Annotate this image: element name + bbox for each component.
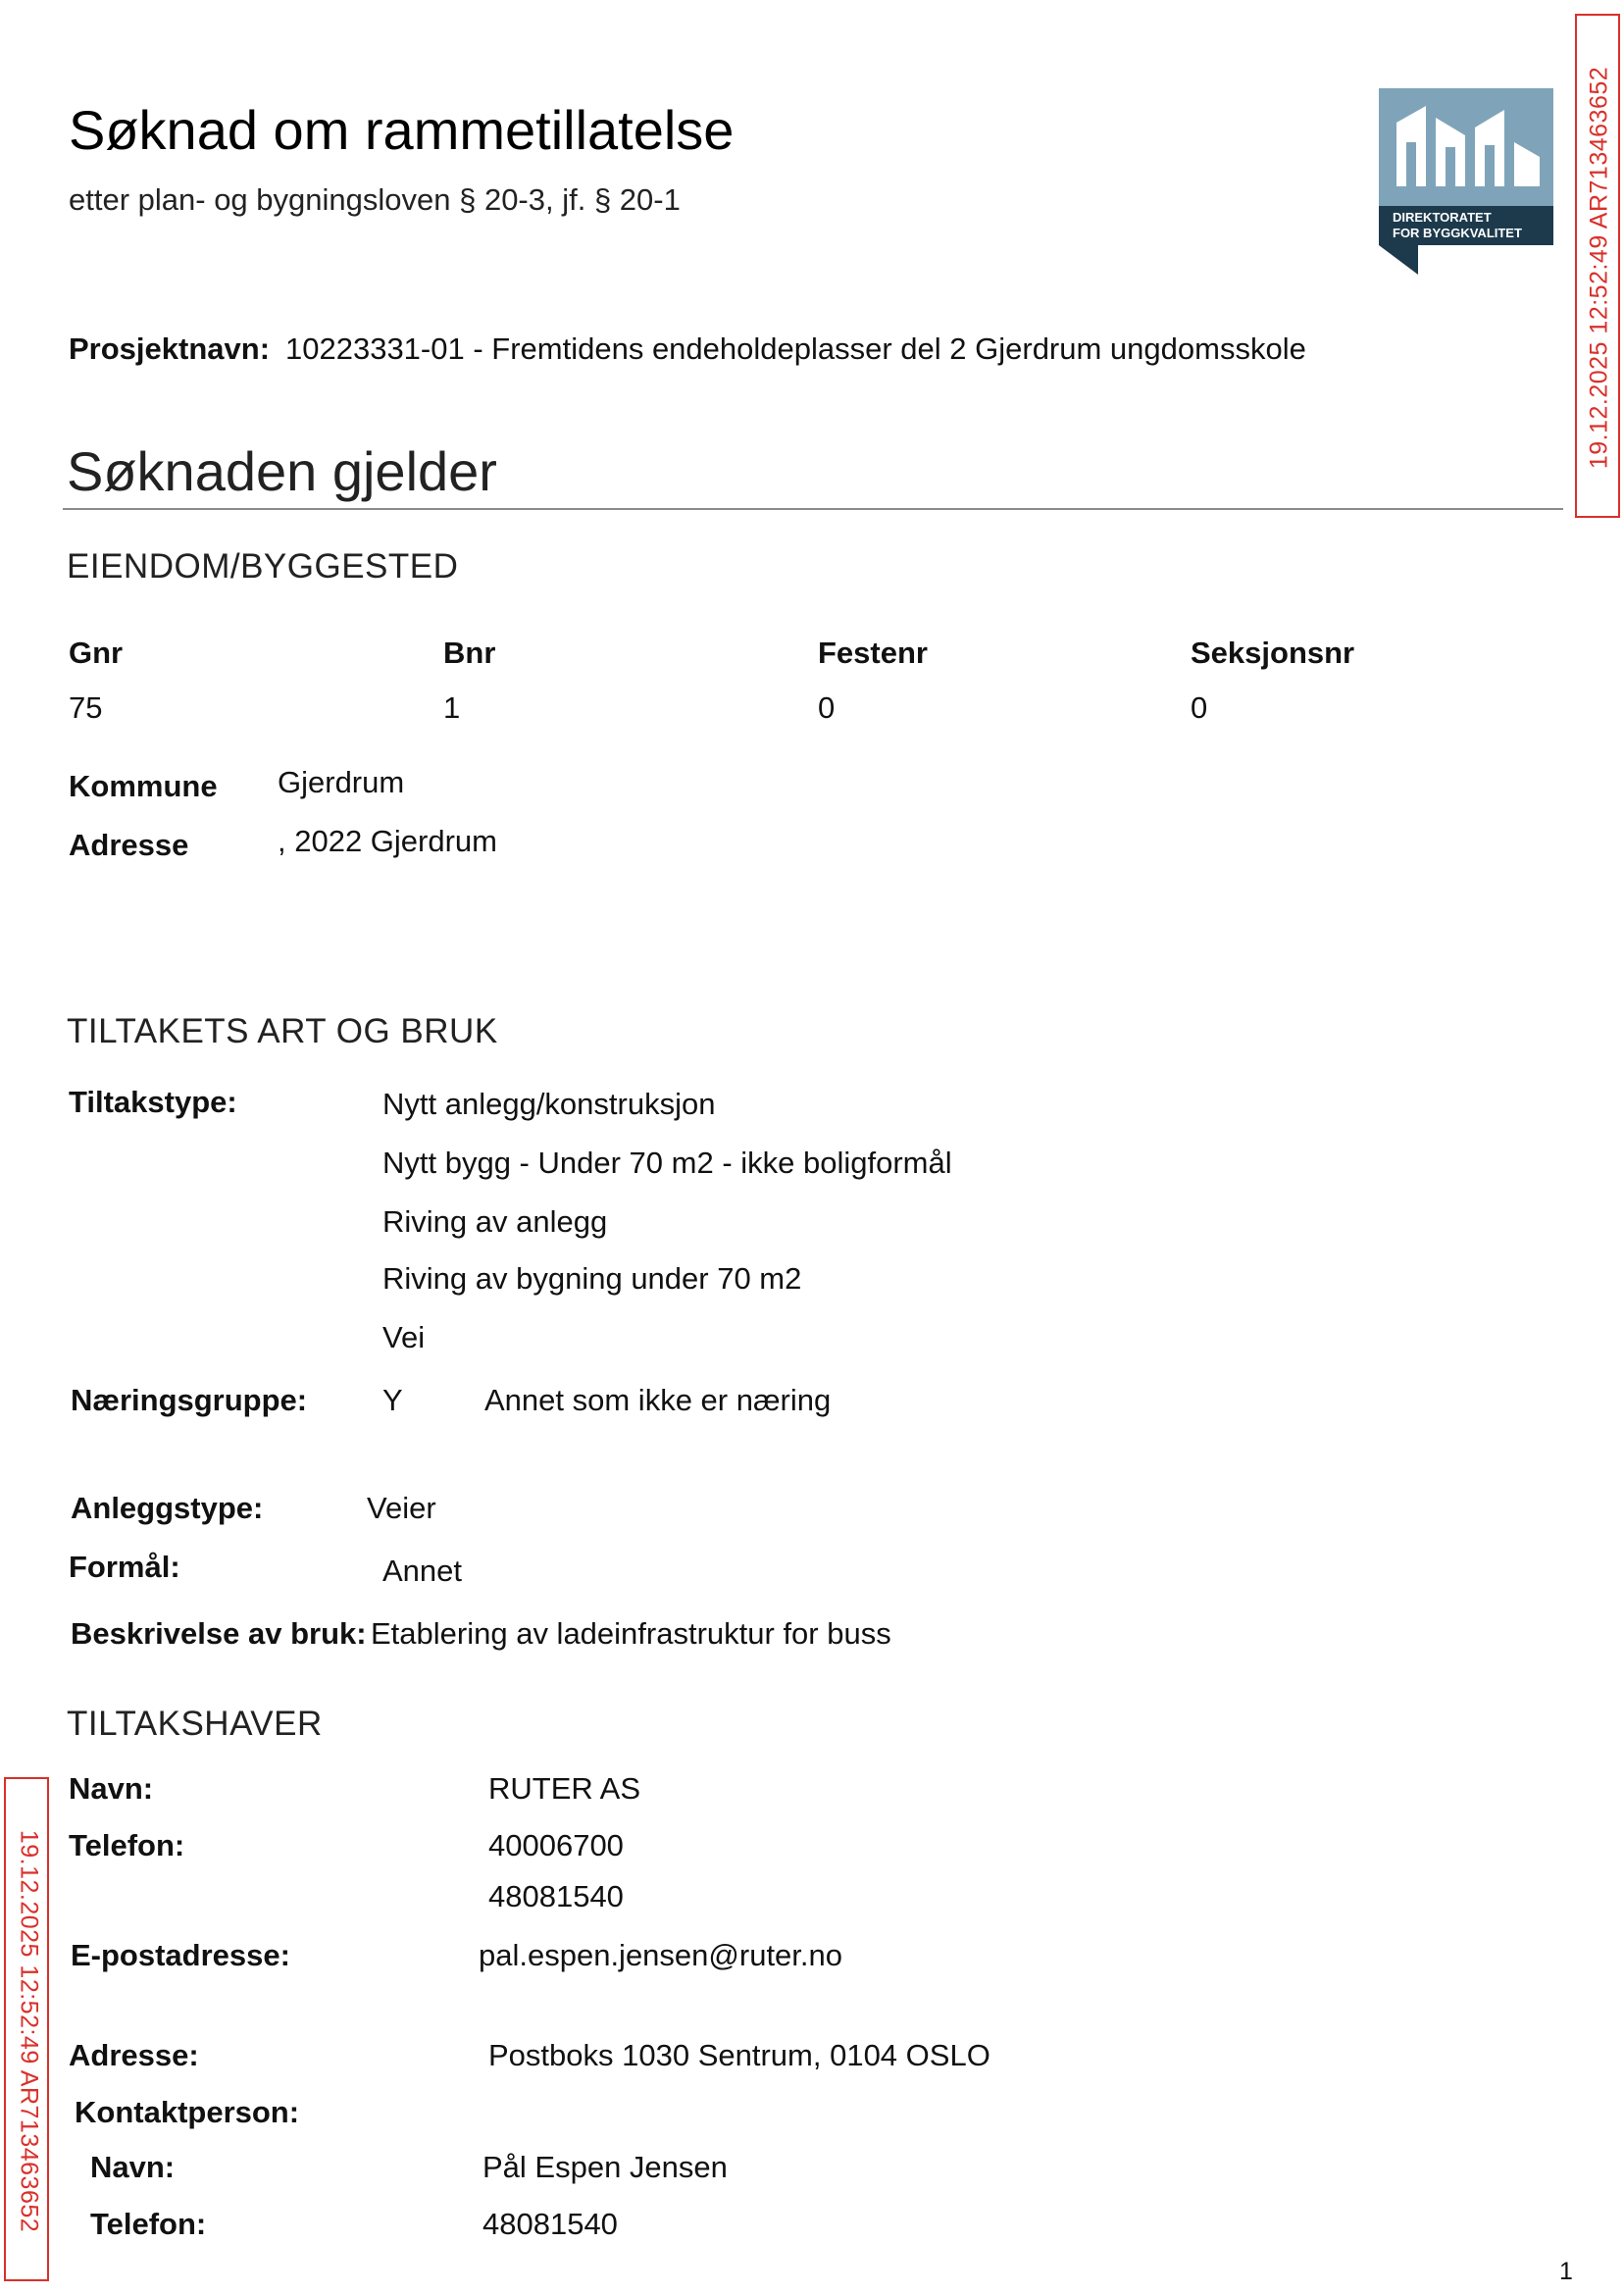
owner-email-value: pal.espen.jensen@ruter.no	[479, 1938, 843, 1972]
gnr-label: Gnr	[69, 636, 124, 670]
owner-name-label: Navn:	[69, 1771, 154, 1806]
logo-text-line1: DIREKTORATET	[1393, 210, 1492, 225]
heading-divider	[63, 508, 1563, 510]
kommune-value: Gjerdrum	[278, 765, 405, 799]
bnr-value: 1	[443, 690, 461, 725]
naeringsgruppe-code: Y	[382, 1383, 403, 1417]
stamp-text: 19.12.2025 12:52:49 AR713463652	[15, 1829, 43, 2233]
dibk-logo-graphic	[1379, 88, 1553, 275]
adresse-value: , 2022 Gjerdrum	[278, 824, 497, 858]
owner-address-value: Postboks 1030 Sentrum, 0104 OSLO	[488, 2038, 990, 2072]
tiltakstype-item: Nytt bygg - Under 70 m2 - ikke boligformål	[382, 1146, 952, 1180]
measure-heading: TILTAKETS ART OG BRUK	[67, 1012, 498, 1050]
tiltakstype-item: Riving av bygning under 70 m2	[382, 1261, 802, 1296]
anleggstype-label: Anleggstype:	[71, 1491, 264, 1525]
seksjonsnr-value: 0	[1191, 690, 1208, 725]
kommune-label: Kommune	[69, 769, 218, 803]
anleggstype-value: Veier	[367, 1491, 436, 1525]
stamp-text: 19.12.2025 12:52:49 AR713463652	[1585, 66, 1613, 470]
adresse-label: Adresse	[69, 828, 189, 862]
receipt-stamp-bottom-left	[4, 1777, 49, 2281]
owner-address-label: Adresse:	[69, 2038, 199, 2072]
festenr-value: 0	[818, 690, 836, 725]
tiltakstype-item: Vei	[382, 1320, 426, 1354]
seksjonsnr-label: Seksjonsnr	[1191, 636, 1355, 670]
contact-name-label: Navn:	[90, 2150, 176, 2184]
property-heading: EIENDOM/BYGGESTED	[67, 547, 459, 586]
contact-name-value: Pål Espen Jensen	[482, 2150, 728, 2184]
document-title: Søknad om rammetillatelse	[69, 99, 735, 161]
festenr-label: Festenr	[818, 636, 928, 670]
section-main-heading: Søknaden gjelder	[67, 440, 497, 502]
naeringsgruppe-label: Næringsgruppe:	[71, 1383, 308, 1417]
formal-value: Annet	[382, 1554, 463, 1588]
logo-text-line2: FOR BYGGKVALITET	[1393, 226, 1522, 240]
owner-email-label: E-postadresse:	[71, 1938, 290, 1972]
receipt-stamp-top-right	[1575, 14, 1620, 518]
owner-heading: TILTAKSHAVER	[67, 1705, 323, 1743]
contact-phone-value: 48081540	[482, 2207, 618, 2241]
project-value: 10223331-01 - Fremtidens endeholdeplasser del 2 Gjerdrum ungdomsskole	[285, 331, 1306, 366]
beskrivelse-label: Beskrivelse av bruk:	[71, 1616, 367, 1651]
owner-name-value: RUTER AS	[488, 1771, 641, 1806]
owner-phone-value: 48081540	[488, 1879, 624, 1913]
page-number: 1	[1559, 2258, 1573, 2285]
owner-phone-label: Telefon:	[69, 1828, 185, 1862]
tiltakstype-label: Tiltakstype:	[69, 1085, 237, 1119]
dibk-logo	[1379, 88, 1553, 275]
contact-phone-label: Telefon:	[90, 2207, 207, 2241]
tiltakstype-item: Nytt anlegg/konstruksjon	[382, 1087, 716, 1121]
project-label: Prosjektnavn:	[69, 331, 271, 366]
tiltakstype-item: Riving av anlegg	[382, 1204, 608, 1239]
naeringsgruppe-value: Annet som ikke er næring	[484, 1383, 832, 1417]
contact-person-label: Kontaktperson:	[75, 2095, 300, 2129]
formal-label: Formål:	[69, 1550, 180, 1584]
gnr-value: 75	[69, 690, 103, 725]
bnr-label: Bnr	[443, 636, 496, 670]
beskrivelse-value: Etablering av ladeinfrastruktur for buss	[371, 1616, 891, 1651]
document-subtitle: etter plan- og bygningsloven § 20-3, jf. § 20-1	[69, 182, 681, 217]
owner-phone-value: 40006700	[488, 1828, 624, 1862]
